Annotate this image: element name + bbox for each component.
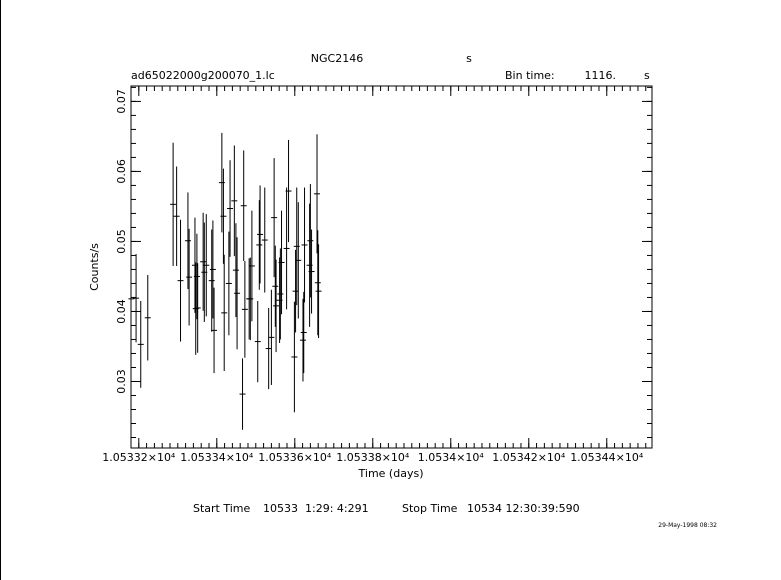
data-point bbox=[314, 134, 320, 253]
data-point bbox=[266, 308, 272, 389]
data-point bbox=[178, 220, 184, 342]
data-point bbox=[256, 200, 262, 290]
data-point bbox=[221, 255, 227, 371]
data-point bbox=[247, 258, 253, 341]
x-tick-label: 1.05334×10⁴ bbox=[180, 451, 254, 464]
data-point bbox=[240, 358, 246, 429]
y-tick-label: 0.05 bbox=[115, 229, 128, 254]
data-point bbox=[185, 192, 191, 289]
stop-time-label: Stop Time bbox=[402, 502, 458, 515]
x-tick-label: 1.05332×10⁴ bbox=[102, 451, 176, 464]
data-point bbox=[170, 143, 176, 266]
y-tick-label: 0.06 bbox=[115, 159, 128, 184]
bin-time-unit: s bbox=[644, 69, 650, 82]
data-point bbox=[227, 160, 233, 257]
data-point bbox=[226, 232, 232, 336]
data-point bbox=[262, 188, 268, 293]
data-point bbox=[200, 213, 206, 311]
data-point bbox=[268, 290, 274, 385]
data-point bbox=[307, 184, 313, 297]
data-point bbox=[242, 261, 248, 358]
x-axis-label: Time (days) bbox=[358, 467, 424, 480]
data-point bbox=[272, 246, 278, 327]
plot-frame bbox=[131, 86, 652, 448]
data-point bbox=[231, 146, 237, 257]
y-axis-label: Counts/s bbox=[88, 243, 101, 291]
start-time-label: Start Time bbox=[193, 502, 251, 515]
axis-ticks bbox=[131, 86, 652, 448]
date-stamp: 29-May-1998 08:32 bbox=[658, 522, 717, 529]
data-point bbox=[302, 188, 308, 303]
data-point bbox=[133, 254, 139, 342]
data-point bbox=[255, 301, 261, 382]
data-point bbox=[316, 244, 322, 338]
stop-time-value: 10534 12:30:39:590 bbox=[467, 502, 580, 515]
file-name: ad65022000g200070_1.lc bbox=[131, 69, 275, 82]
x-tick-label: 1.05344×10⁴ bbox=[570, 451, 644, 464]
x-tick-labels bbox=[102, 451, 644, 464]
data-point bbox=[300, 299, 306, 382]
object-unit: s bbox=[466, 52, 472, 65]
data-point bbox=[234, 237, 240, 349]
data-point bbox=[145, 275, 151, 360]
bin-time-label: Bin time: bbox=[505, 69, 555, 82]
data-point bbox=[174, 167, 180, 266]
y-tick-label: 0.04 bbox=[115, 299, 128, 324]
data-point bbox=[186, 229, 192, 326]
data-point bbox=[315, 230, 321, 335]
y-tick-labels bbox=[115, 89, 128, 394]
data-point bbox=[291, 302, 297, 413]
data-points bbox=[128, 133, 321, 430]
x-tick-label: 1.05336×10⁴ bbox=[258, 451, 332, 464]
data-point bbox=[294, 188, 300, 306]
bin-time-value: 1116. bbox=[584, 69, 616, 82]
object-name: NGC2146 bbox=[310, 52, 364, 65]
data-point bbox=[257, 185, 263, 283]
data-point bbox=[295, 202, 301, 318]
start-time-value: 10533 1:29: 4:291 bbox=[263, 502, 369, 515]
y-tick-label: 0.03 bbox=[115, 369, 128, 394]
data-point bbox=[241, 150, 247, 261]
data-point bbox=[301, 292, 307, 373]
data-point bbox=[219, 133, 225, 232]
data-point bbox=[233, 223, 239, 317]
x-tick-label: 1.05338×10⁴ bbox=[336, 451, 410, 464]
data-point bbox=[293, 250, 299, 333]
x-tick-label: 1.0534×10⁴ bbox=[417, 451, 484, 464]
y-tick-label: 0.07 bbox=[115, 89, 128, 114]
data-point bbox=[271, 158, 277, 277]
x-tick-label: 1.05342×10⁴ bbox=[492, 451, 566, 464]
data-point bbox=[249, 211, 255, 322]
data-point bbox=[210, 220, 216, 318]
data-point bbox=[138, 301, 144, 388]
